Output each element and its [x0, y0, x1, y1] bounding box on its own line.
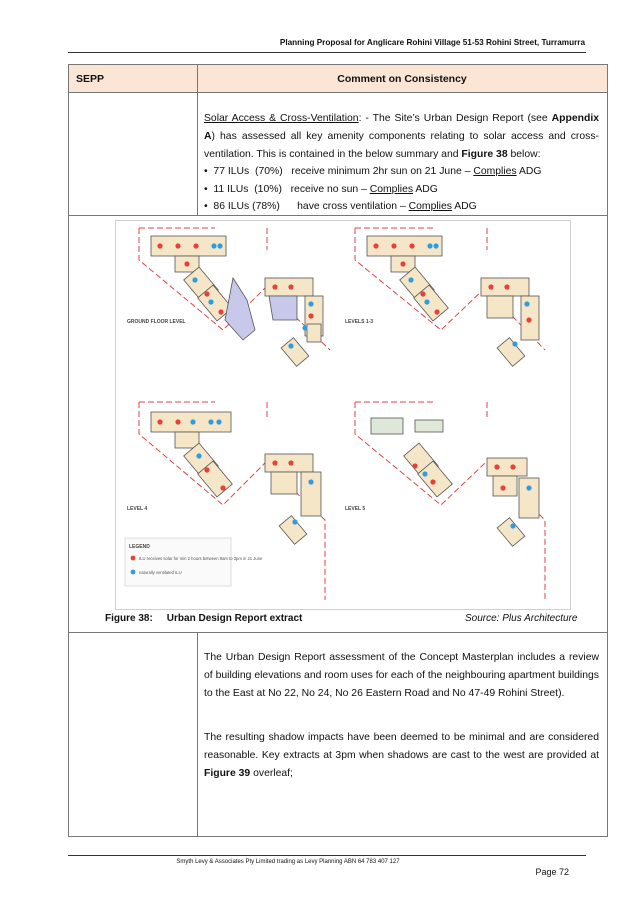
page-number: Page 72: [535, 867, 569, 877]
header-rule: [68, 52, 586, 53]
running-header: Planning Proposal for Anglicare Rohini Village 51-53 Rohini Street, Turramurra: [279, 38, 585, 47]
legend-item-sun: ILU receives solar for min 2 hours between 9am to 3pm in 21 June: [139, 556, 263, 561]
footer-rule: [68, 855, 586, 856]
bullet-item: • 11 ILUs (10%) receive no sun – Complies ADG: [204, 184, 438, 195]
level-label: LEVEL 5: [345, 506, 366, 512]
masterplan-paragraph: The Urban Design Report assessment of the Concept Masterplan includes a review of building elevations and room uses for each of the neighbouring apartment buildings to the East at No 22, No 24, No 26 Eastern Road and No 47-49 Rohini Street).: [204, 652, 599, 699]
row-divider: [69, 632, 607, 633]
shadow-paragraph: The resulting shadow impacts have been deemed to be minimal and are considered reasonable. Key extracts at 3pm when shadows are cast to the west are provided at Figure 39 overleaf;: [204, 732, 599, 779]
bullet-item: • 77 ILUs (70%) receive minimum 2hr sun on 21 June – Complies ADG: [204, 166, 542, 177]
column-divider: [197, 65, 198, 215]
figure-38-ref: Figure 38: [461, 148, 508, 160]
col-header-comment: Comment on Consistency: [337, 73, 467, 85]
solar-access-heading: Solar Access & Cross-Ventilation: [204, 113, 359, 124]
figure-caption: Figure 38: Urban Design Report extract: [105, 613, 303, 624]
level-label: LEVEL 4: [127, 506, 148, 512]
urban-design-figure: [115, 220, 571, 610]
table-header-row: [69, 65, 607, 93]
figure-39-ref: Figure 39: [204, 767, 251, 779]
column-divider: [197, 632, 198, 837]
legend-item-vent: naturally ventilated ILU: [139, 570, 182, 575]
col-header-sepp: SEPP: [76, 73, 105, 85]
bullet-item: • 86 ILUs (78%) have cross ventilation – Complies ADG: [204, 201, 477, 212]
level-label: GROUND FLOOR LEVEL: [127, 319, 186, 325]
appendix-ref: Appendix A: [204, 113, 599, 142]
consistency-table: [68, 64, 608, 837]
footer-text: Smyth Levy & Associates Pty Limited trading as Levy Planning ABN 64 783 407 127: [176, 859, 400, 865]
figure-source: Source: Plus Architecture: [465, 613, 578, 624]
level-label: LEVELS 1-3: [345, 319, 374, 325]
legend-title: LEGEND: [129, 544, 150, 550]
solar-access-paragraph: Solar Access & Cross-Ventilation: - The Site’s Urban Design Report (see Appendix A) has assessed all key amenity components relating to solar access and cross-ventilation. This is contained in the below summary and Figure 38 below:: [204, 113, 599, 160]
